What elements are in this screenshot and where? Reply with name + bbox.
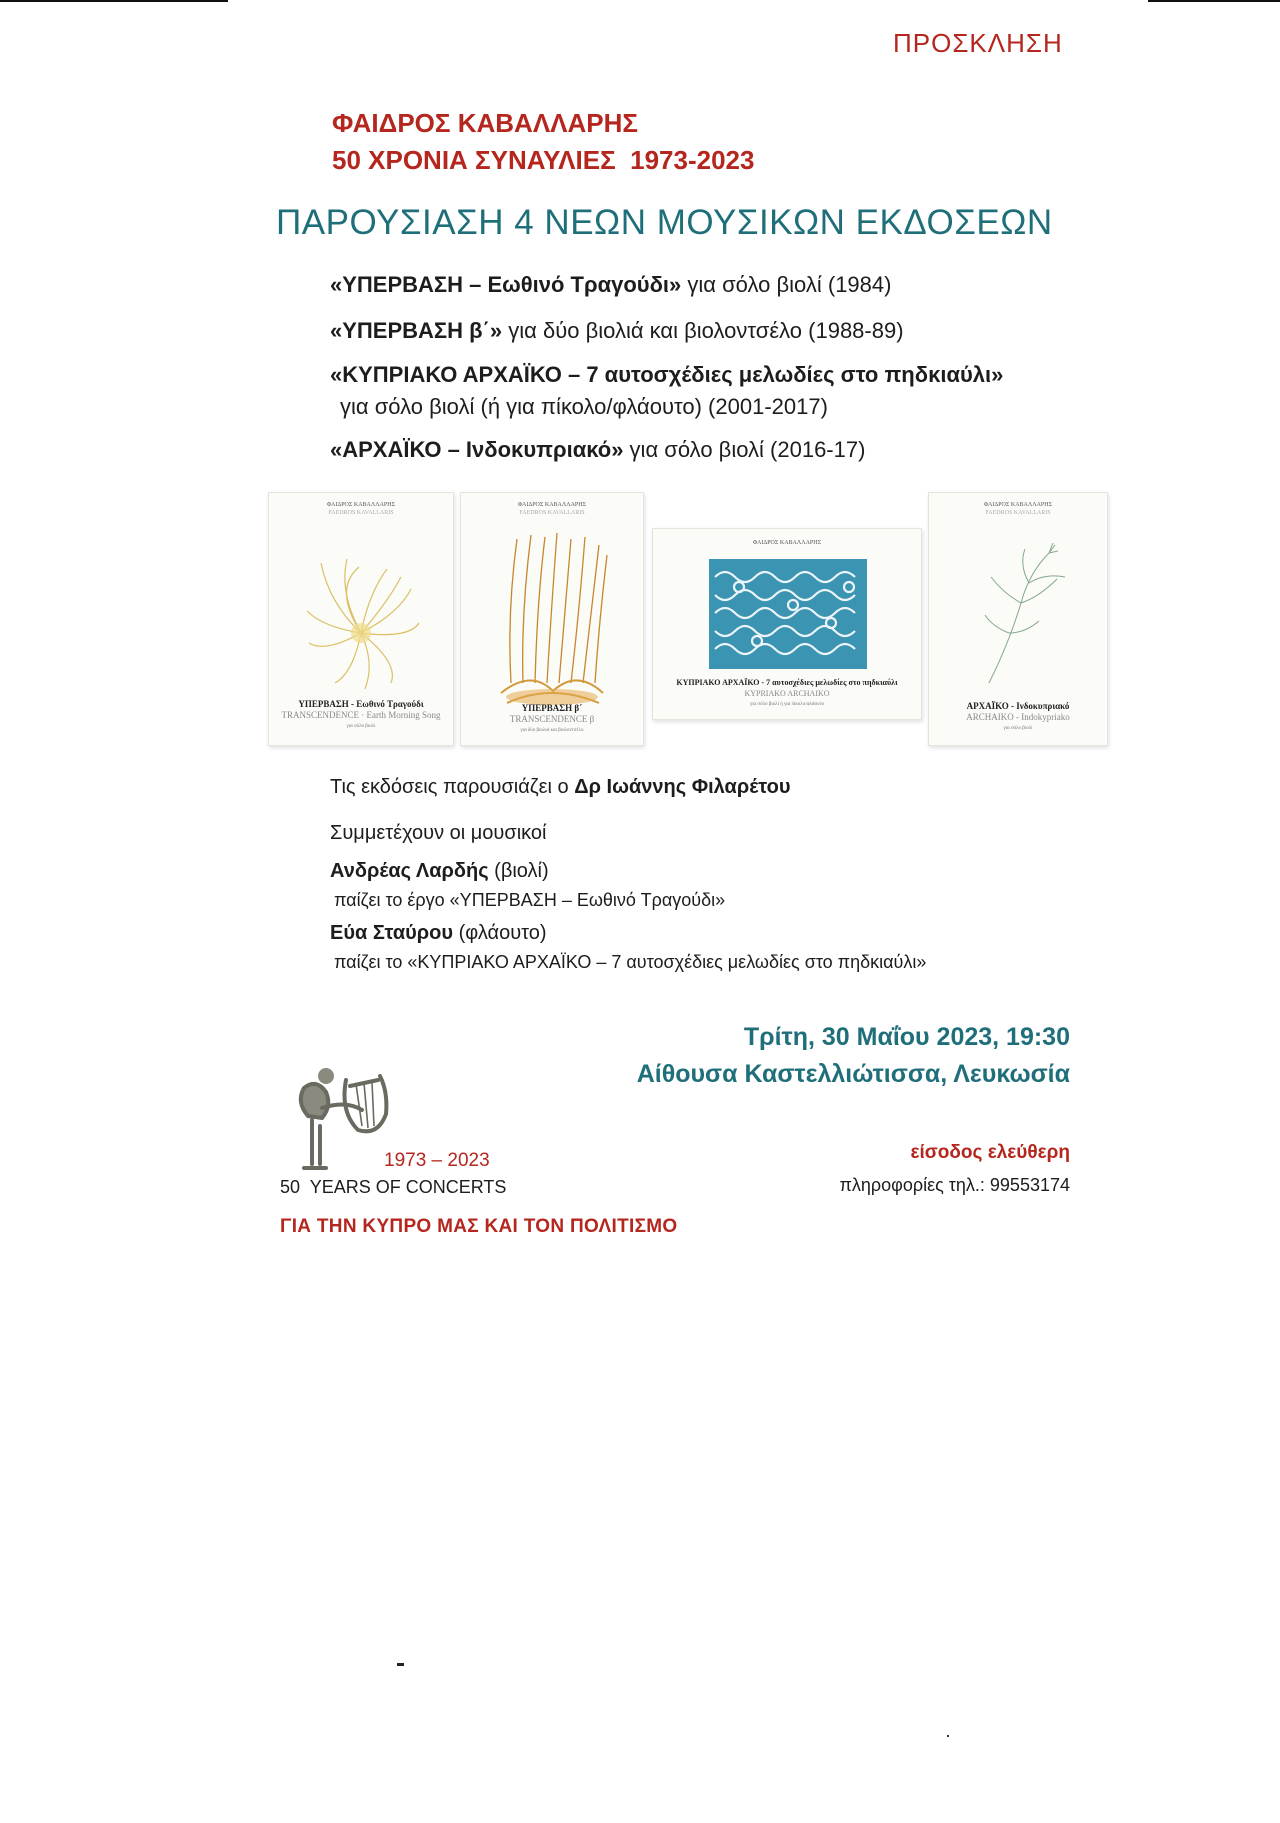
cover-title: ΥΠΕΡΒΑΣΗ β΄	[521, 703, 583, 713]
cover-subtitle: για σόλο βιολί ή για πίκολο/φλάουτο	[750, 702, 824, 707]
cover-composer: ΦΑΙΔΡΟΣ ΚΑΒΑΛΛΑΡΗΣ	[326, 502, 396, 508]
work-detail: για δύο βιολιά και βιολοντσέλο (1988-89)	[502, 318, 904, 343]
work-subdetail: για σόλο βιολί (ή για πίκολο/φλάουτο) (2001-2017)	[340, 394, 828, 419]
logo-years: 1973 – 2023	[384, 1150, 490, 1171]
musician-instrument: (βιολί)	[488, 860, 549, 882]
musicians-intro: Συμμετέχουν οι μουσικοί	[330, 822, 547, 844]
motto: ΓΙΑ ΤΗΝ ΚΥΠΡΟ ΜΑΣ ΚΑΙ ΤΟΝ ΠΟΛΙΤΙΣΜΟ	[280, 1216, 678, 1237]
cover-composer-en: FAEDROS KAVALLARIS	[519, 510, 585, 516]
musician-piece: παίζει το έργο «ΥΠΕΡΒΑΣΗ – Εωθινό Τραγούδι»	[334, 890, 726, 910]
scan-speck	[947, 1735, 949, 1737]
cover-composer-en: FAEDROS KAVALLARIS	[985, 510, 1051, 516]
scan-edge-right	[1148, 0, 1280, 2]
work-title: «ΥΠΕΡΒΑΣΗ β΄»	[330, 318, 503, 343]
musician-line	[330, 860, 549, 883]
anniversary-title: 50 ΧΡΟΝΙΑ ΣΥΝΑΥΛΙΕΣ 1973-2023	[332, 145, 755, 175]
scan-edge-left	[0, 0, 228, 2]
cover-subtitle: για σόλο βιολί	[1003, 726, 1033, 731]
work-item	[330, 362, 1003, 388]
book-cover	[268, 492, 454, 746]
work-detail: για σόλο βιολί (2016-17)	[623, 437, 866, 462]
info-phone: πληροφορίες τηλ.: 99553174	[839, 1175, 1070, 1195]
cover-title: ΚΥΠΡΙΑΚΟ ΑΡΧΑΪΚΟ - 7 αυτοσχέδιες μελωδίες στο πηδκιαύλι	[676, 678, 898, 687]
work-title: «ΥΠΕΡΒΑΣΗ – Εωθινό Τραγούδι»	[330, 272, 682, 297]
cover-composer-en: FAEDROS KAVALLARIS	[328, 510, 394, 516]
work-item	[330, 272, 891, 298]
cover-composer: ΦΑΙΔΡΟΣ ΚΑΒΑΛΛΑΡΗΣ	[752, 540, 822, 546]
work-title: «ΑΡΧΑΪΚΟ – Ινδοκυπριακό»	[330, 437, 624, 462]
composer-name: ΦΑΙΔΡΟΣ ΚΑΒΑΛΛΑΡΗΣ	[332, 108, 639, 138]
musician-line	[330, 922, 547, 945]
cover-composer: ΦΑΙΔΡΟΣ ΚΑΒΑΛΛΑΡΗΣ	[517, 502, 587, 508]
musician-name: Ανδρέας Λαρδής	[330, 860, 489, 882]
cover-title: ΑΡΧΑΪΚΟ - Ινδοκυπριακό	[966, 701, 1070, 711]
presenter-name: Δρ Ιωάννης Φιλαρέτου	[574, 776, 791, 798]
cover-subtitle: για δύο βιολιά και βιολοντσέλο	[520, 728, 584, 733]
musician-instrument: (φλάουτο)	[453, 922, 547, 944]
cover-composer: ΦΑΙΔΡΟΣ ΚΑΒΑΛΛΑΡΗΣ	[983, 502, 1053, 508]
work-detail: για σόλο βιολί (1984)	[681, 272, 892, 297]
book-cover	[652, 528, 922, 720]
work-item	[330, 437, 865, 463]
musician-name: Εύα Σταύρου	[330, 922, 454, 944]
book-cover	[928, 492, 1108, 746]
logo-concerts: 50 YEARS OF CONCERTS	[280, 1177, 507, 1197]
cover-title-en: TRANSCENDENCE β	[509, 714, 595, 724]
cover-title-en: ARCHAIKO - Indokypriako	[966, 712, 1070, 722]
free-entry: είσοδος ελεύθερη	[910, 1142, 1070, 1163]
presentation-title: ΠΑΡΟΥΣΙΑΣΗ 4 ΝΕΩΝ ΜΟΥΣΙΚΩΝ ΕΚΔΟΣΕΩΝ	[276, 203, 1053, 242]
cover-subtitle: για σόλο βιολί	[346, 724, 376, 729]
work-item	[330, 318, 904, 344]
book-cover	[460, 492, 644, 746]
musician-piece: παίζει το «ΚΥΠΡΙΑΚΟ ΑΡΧΑΪΚΟ – 7 αυτοσχέδιες μελωδίες στο πηδκιαύλι»	[334, 952, 927, 972]
event-venue: Αίθουσα Καστελλιώτισσα, Λευκωσία	[636, 1060, 1070, 1088]
invitation-label: ΠΡΟΣΚΛΗΣΗ	[893, 28, 1063, 58]
cover-title-en: TRANSCENDENCE · Earth Morning Song	[281, 710, 441, 720]
work-title: «ΚΥΠΡΙΑΚΟ ΑΡΧΑΪΚΟ – 7 αυτοσχέδιες μελωδίες στο πηδκιαύλι»	[330, 362, 1004, 387]
presenter-prefix: Τις εκδόσεις παρουσιάζει ο	[330, 776, 575, 798]
event-date: Τρίτη, 30 Μαΐου 2023, 19:30	[743, 1023, 1070, 1051]
presenter-line	[330, 776, 790, 799]
scan-speck	[397, 1663, 404, 1666]
cover-title: ΥΠΕΡΒΑΣΗ - Εωθινό Τραγούδι	[298, 699, 424, 709]
cover-title-en: KYPRIAKO ARCHAIKO	[744, 689, 830, 698]
